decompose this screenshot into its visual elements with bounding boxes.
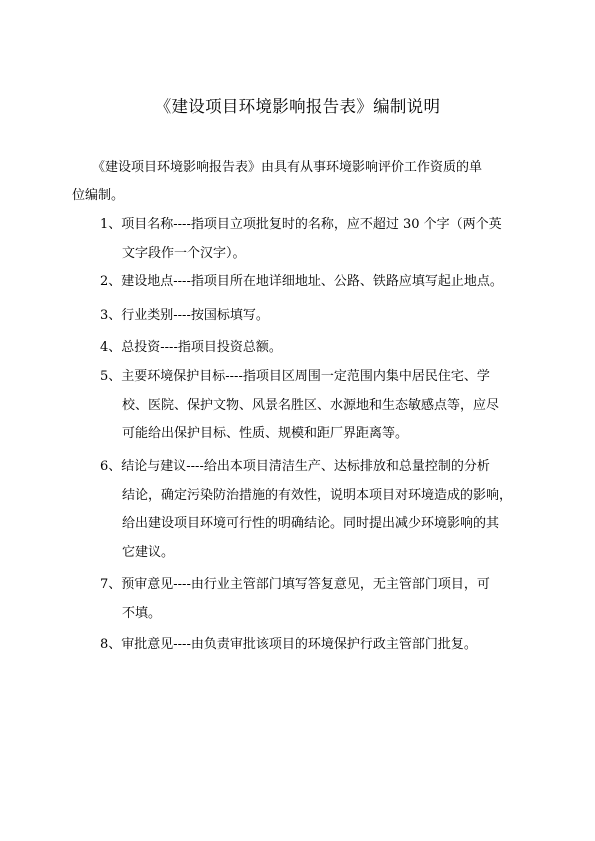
list-item-8 bbox=[100, 631, 526, 660]
list-item-7 bbox=[100, 571, 526, 628]
list-item-4 bbox=[100, 334, 526, 363]
list-item-line: 结论，确定污染防治措施的有效性，说明本项目对环境造成的影响， bbox=[122, 487, 513, 503]
list-item-3 bbox=[100, 302, 526, 331]
list-item-line: 1、项目名称----指项目立项批复时的名称，应不超过 30 个字（两个英 bbox=[100, 217, 502, 232]
list-item-line: 2、建设地点----指项目所在地详细地址、公路、铁路应填写起止地点。 bbox=[100, 274, 503, 289]
list-item-5 bbox=[100, 363, 526, 449]
list-item-line: 3、行业类别----按国标填写。 bbox=[100, 308, 269, 323]
list-item-line: 7、预审意见----由行业主管部门填写答复意见，无主管部门项目，可 bbox=[100, 577, 490, 592]
list-item-line: 5、主要环境保护目标----指项目区周围一定范围内集中居民住宅、学 bbox=[100, 369, 490, 384]
list-item-line: 可能给出保护目标、性质、规模和距厂界距离等。 bbox=[122, 426, 409, 442]
list-item-2 bbox=[100, 268, 526, 297]
list-item-line: 4、总投资----指项目投资总额。 bbox=[100, 340, 282, 355]
list-item-line: 校、医院、保护文物、风景名胜区、水源地和生态敏感点等，应尽 bbox=[122, 397, 500, 413]
list-item-line: 文字段作一个汉字）。 bbox=[122, 245, 246, 261]
intro-paragraph bbox=[72, 154, 526, 210]
list-item-line: 6、结论与建议----给出本项目清洁生产、达标排放和总量控制的分析 bbox=[100, 459, 490, 474]
list-item-6 bbox=[100, 453, 526, 567]
list-item-line: 8、审批意见----由负责审批该项目的环境保护行政主管部门批复。 bbox=[100, 637, 477, 652]
list-item-1 bbox=[100, 211, 526, 268]
intro-line-1: 《建设项目环境影响报告表》由具有从事环境影响评价工作资质的单 bbox=[92, 160, 483, 175]
list-item-line: 给出建设项目环境可行性的明确结论。同时提出减少环境影响的其 bbox=[122, 516, 500, 532]
intro-line-2: 位编制。 bbox=[72, 188, 125, 203]
list-item-line: 它建议。 bbox=[122, 544, 175, 560]
list-item-line: 不填。 bbox=[122, 605, 162, 621]
document-title: 《建设项目环境影响报告表》编制说明 bbox=[154, 97, 441, 116]
